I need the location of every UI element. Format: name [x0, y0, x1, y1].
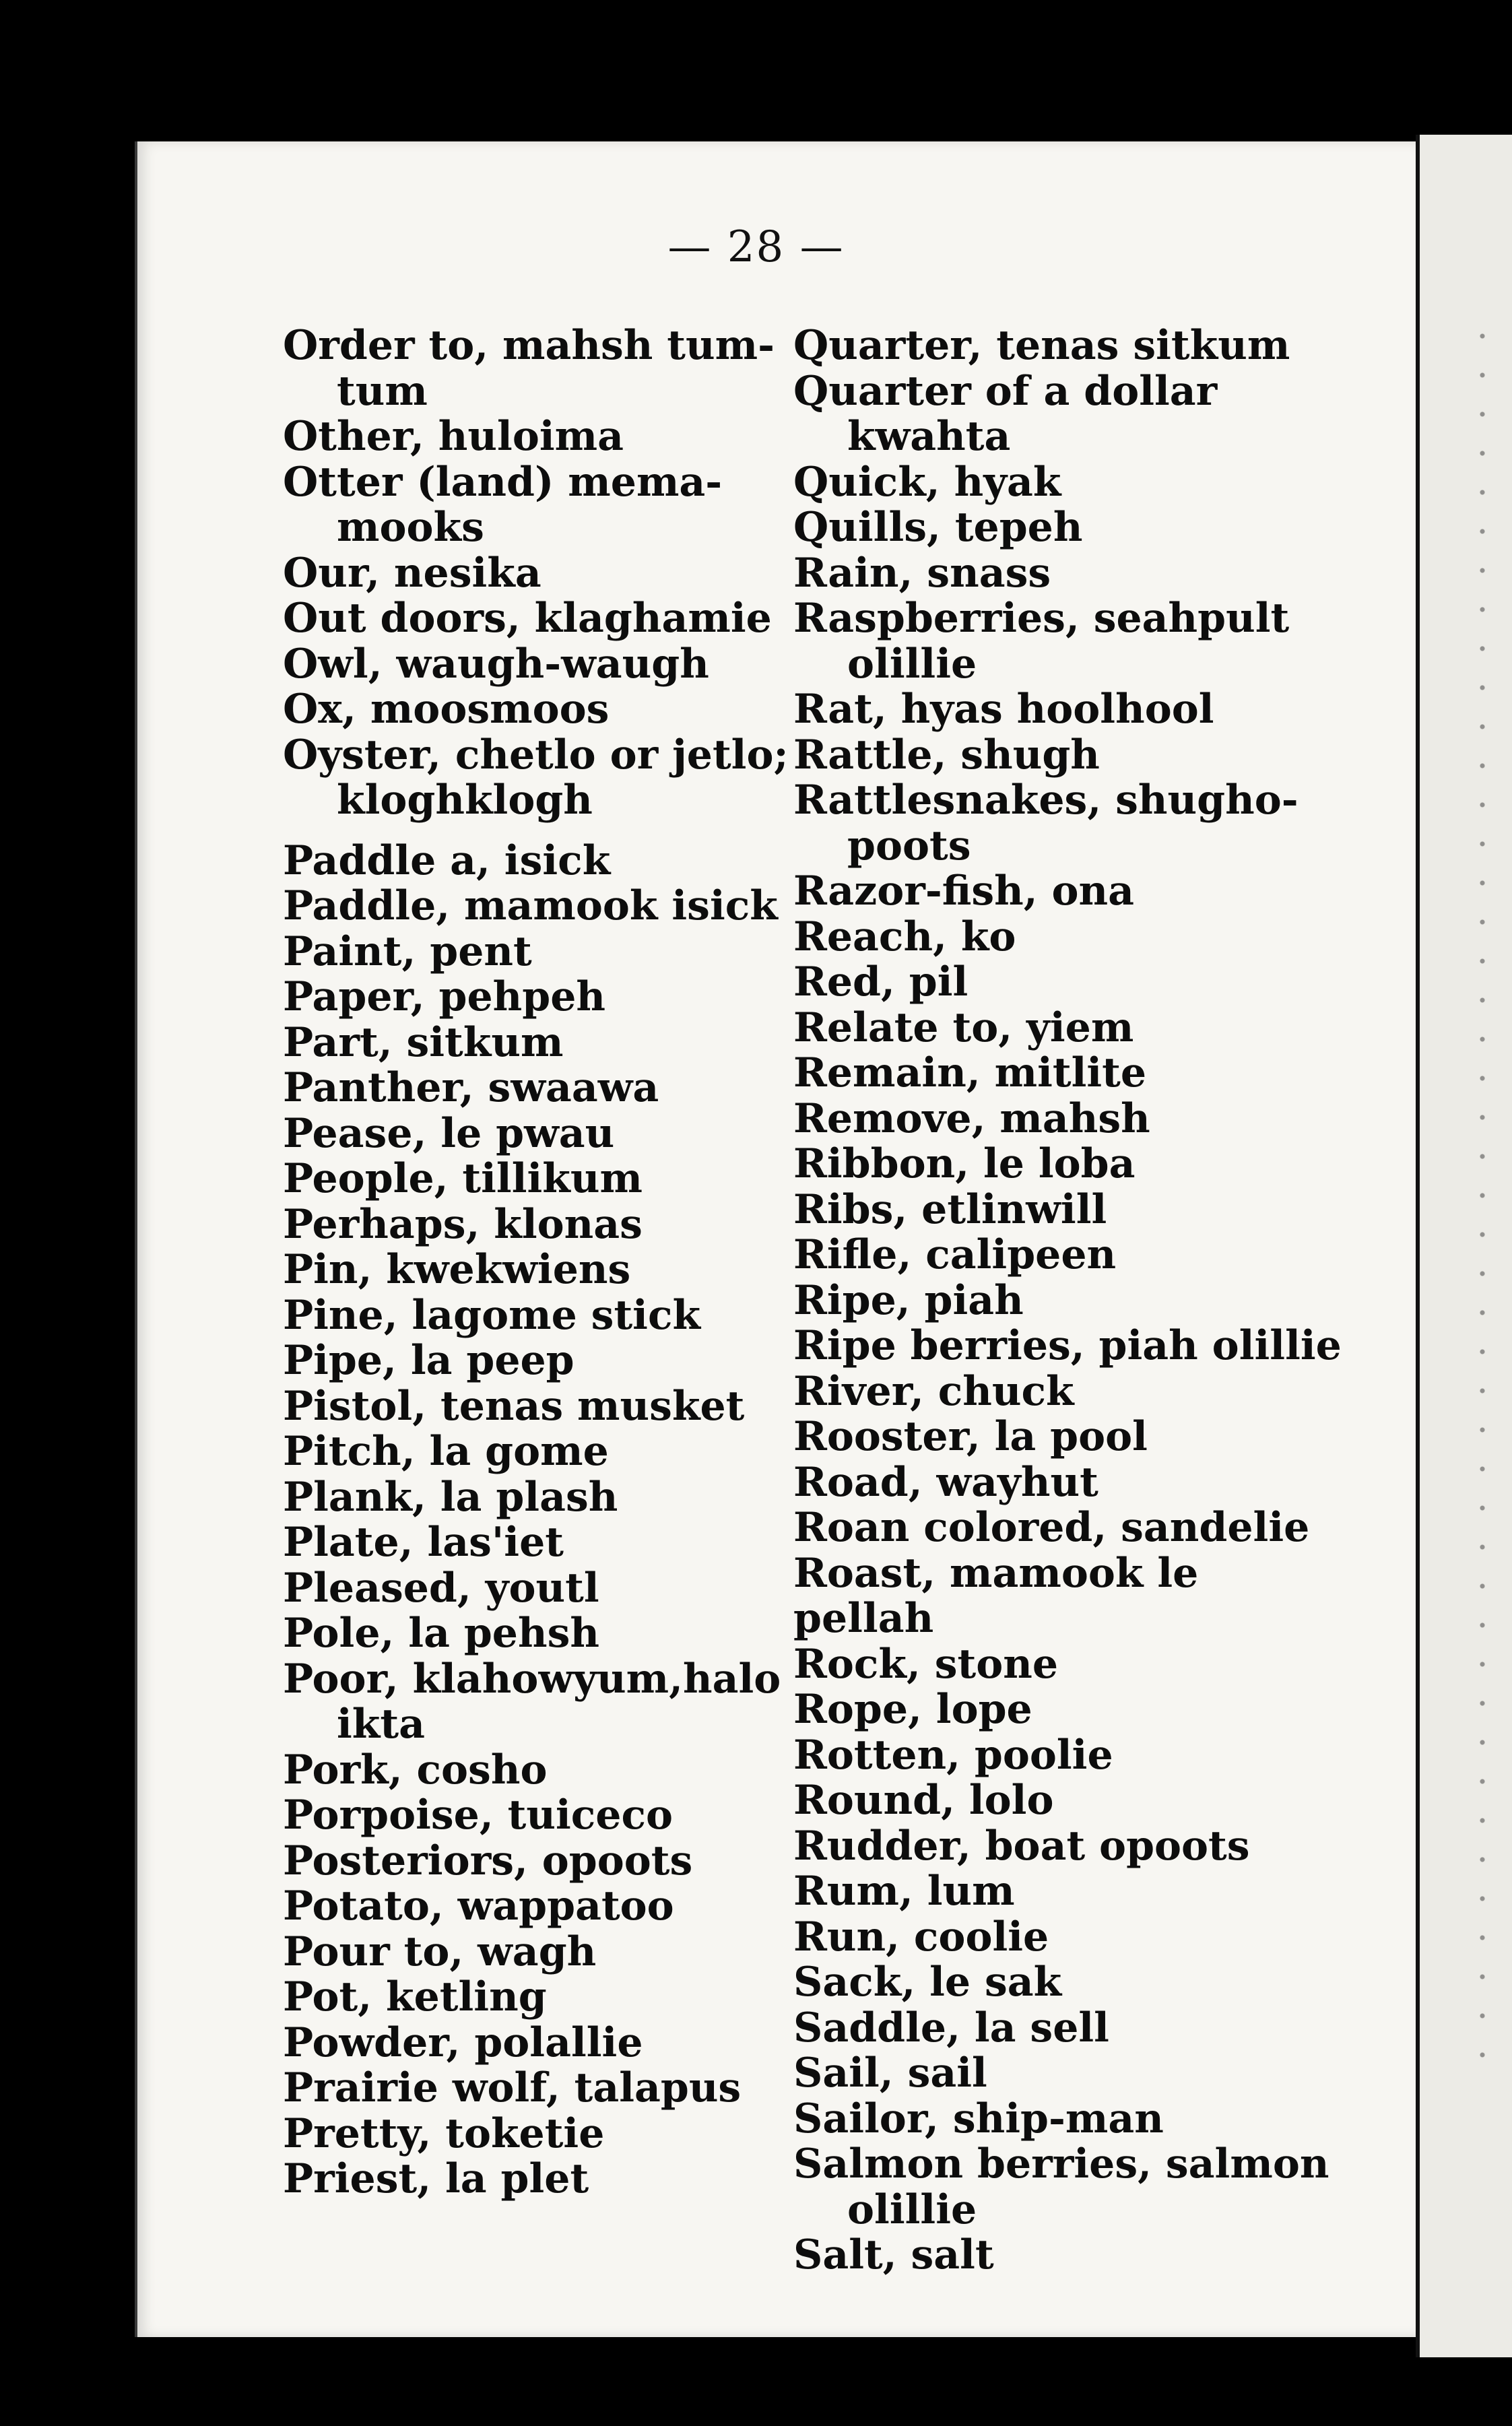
entry: Pretty, toketie [283, 2109, 605, 2157]
entry: Pin, kwekwiens [283, 1246, 631, 1293]
entry: Rattlesnakes, shugho- [793, 777, 1299, 824]
entry: Potato, wappatoo [283, 1882, 674, 1930]
entry-continuation: ikta [337, 1701, 425, 1748]
entry: Pole, la pehsh [283, 1610, 599, 1657]
entry: Rattle, shugh [793, 731, 1100, 779]
entry: Pease, le pwau [283, 1109, 615, 1157]
entry: Paddle, mamook isick [283, 882, 778, 929]
entry: Rooster, la pool [793, 1413, 1148, 1460]
entry: Pitch, la gome [283, 1428, 609, 1475]
entry: Poor, klahowyum,halo [283, 1655, 781, 1703]
entry: Rum, lum [793, 1868, 1015, 1915]
adjacent-page-edge [1416, 135, 1512, 2357]
entry: Oyster, chetlo or jetlo; [283, 731, 789, 779]
entry-continuation: olillie [847, 2186, 977, 2233]
entry: Red, pil [793, 958, 968, 1006]
entry: Pork, cosho [283, 1746, 548, 1794]
entry: People, tillikum [283, 1155, 643, 1202]
entry: Pour to, wagh [283, 1928, 597, 1975]
entry: Paddle a, isick [283, 837, 611, 884]
entry: Powder, polallie [283, 2019, 643, 2066]
entry-continuation: kloghklogh [337, 777, 593, 824]
entry: Quick, hyak [793, 458, 1061, 506]
entry: Raspberries, seahpult [793, 595, 1290, 642]
entry-continuation: mooks [337, 504, 484, 551]
entry: Ripe berries, piah olillie [793, 1322, 1342, 1369]
entry: Paint, pent [283, 927, 532, 975]
entry: Priest, la plet [283, 2155, 589, 2202]
entry: Ribbon, le loba [793, 1140, 1136, 1187]
entry: Roast, mamook le pellah [793, 1549, 1199, 1642]
entry: River, chuck [793, 1367, 1074, 1415]
entry: Pine, lagome stick [283, 1291, 701, 1339]
entry: Rock, stone [793, 1640, 1059, 1688]
entry: Quills, tepeh [793, 504, 1083, 551]
entry-continuation: tum [337, 367, 428, 415]
entry: Part, sitkum [283, 1018, 564, 1066]
adjacent-page-text-fragments [1478, 317, 1486, 2068]
entry: Pot, ketling [283, 1973, 547, 2021]
entry: Saddle, la sell [793, 2004, 1109, 2052]
entry: Sack, le sak [793, 1959, 1062, 2006]
entry: Quarter of a dollar [793, 367, 1218, 415]
entry: Rotten, poolie [793, 1731, 1113, 1779]
entry: Owl, waugh-waugh [283, 640, 709, 688]
entry: Pistol, tenas musket [283, 1382, 745, 1430]
entry: Out doors, klaghamie [283, 595, 772, 642]
entry: Relate to, yiem [793, 1004, 1134, 1051]
entry-continuation: kwahta [847, 413, 1011, 460]
entry: Remove, mahsh [793, 1094, 1150, 1142]
entry: Order to, mahsh tum- [283, 322, 775, 369]
entry: Plank, la plash [283, 1473, 618, 1521]
entry-continuation: poots [847, 822, 971, 870]
entry: Prairie wolf, talapus [283, 2064, 742, 2111]
entry: Reach, ko [793, 913, 1016, 960]
right-column [793, 323, 1346, 2279]
entry: Road, wayhut [793, 1458, 1098, 1506]
entry: Ox, moosmoos [283, 686, 610, 733]
entry: Sailor, ship-man [793, 2095, 1164, 2142]
entry: Paper, pehpeh [283, 973, 606, 1020]
entry: Our, nesika [283, 549, 541, 597]
entry: Rat, hyas hoolhool [793, 686, 1214, 733]
entry: Ribs, etlinwill [793, 1185, 1107, 1233]
entry-continuation: olillie [847, 640, 977, 688]
entry: Round, lolo [793, 1777, 1054, 1824]
left-column [283, 323, 801, 2202]
entry: Other, huloima [283, 413, 624, 460]
entry: Salmon berries, salmon [793, 2140, 1329, 2188]
entry: Pipe, la peep [283, 1337, 574, 1384]
entry: Posteriors, opoots [283, 1837, 693, 1884]
entry: Rope, lope [793, 1686, 1032, 1733]
entry: Panther, swaawa [283, 1064, 659, 1111]
entry: Rudder, boat opoots [793, 1822, 1250, 1870]
entry: Salt, salt [793, 2231, 994, 2279]
entry: Otter (land) mema- [283, 458, 723, 506]
entry: Ripe, piah [793, 1276, 1024, 1324]
entry: Rifle, calipeen [793, 1231, 1117, 1278]
entry: Perhaps, klonas [283, 1200, 643, 1248]
entry: Sail, sail [793, 2050, 987, 2097]
entry: Rain, snass [793, 549, 1051, 597]
entry: Roan colored, sandelie [793, 1504, 1310, 1551]
entry: Plate, las'iet [283, 1519, 564, 1566]
entry: Pleased, youtl [283, 1564, 599, 1612]
entry: Quarter, tenas sitkum [793, 322, 1290, 369]
entry: Porpoise, tuiceco [283, 1792, 673, 1839]
entry: Run, coolie [793, 1913, 1049, 1961]
page-number: — 28 — [667, 222, 845, 272]
entry: Remain, mitlite [793, 1049, 1147, 1096]
entry: Razor-fish, ona [793, 867, 1135, 915]
